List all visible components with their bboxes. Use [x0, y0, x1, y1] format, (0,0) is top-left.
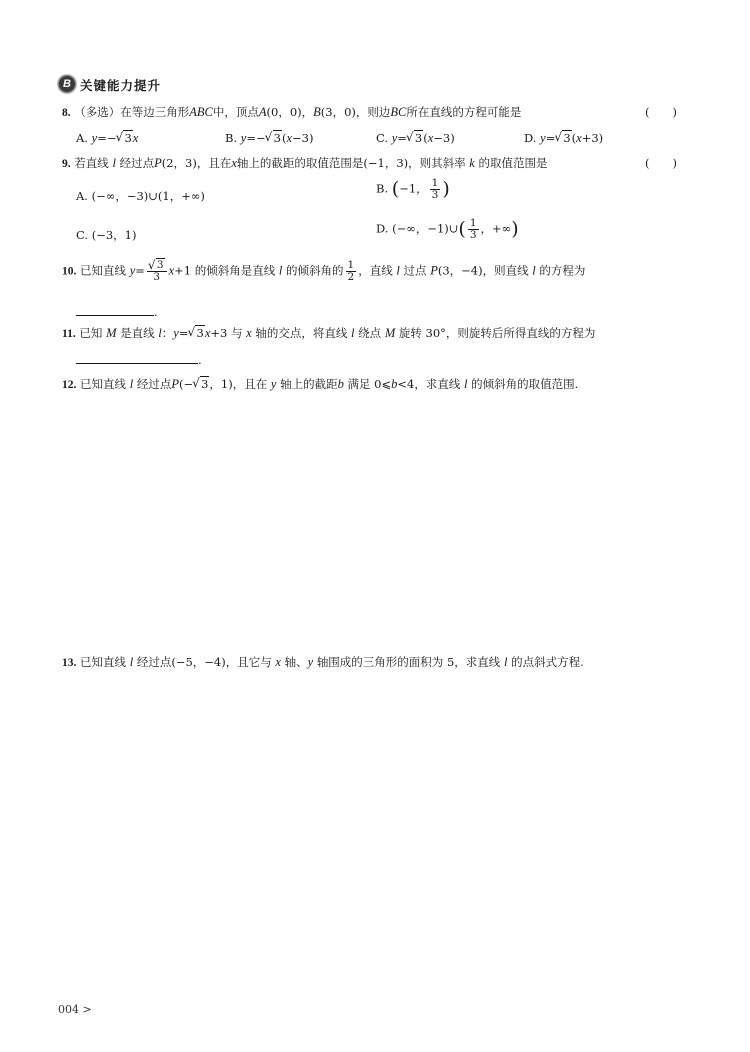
- question-8-option-c: C. y=√ 3(x−3): [376, 131, 455, 146]
- question-8-option-b: B. y=−√ 3(x−3): [225, 131, 313, 146]
- question-8-option-a: A. y=−√ 3x: [76, 131, 138, 146]
- question-8-answer-paren: ( ): [645, 105, 677, 119]
- question-9-option-a: A. (−∞，−3)∪(1，+∞): [76, 189, 205, 203]
- question-9-option-b: B. (−1， $\frac{1}{3}$ ): [376, 177, 450, 202]
- question-12-stem: 12. 已知直线 l 经过点P(−√ 3，1)，且在 y 轴上的截距b 满足 0⩽b<4，求直线 l 的倾斜角的取值范围.: [62, 376, 578, 392]
- page-number: 004 >: [58, 1003, 92, 1016]
- question-9-option-d: D. (−∞，−1)∪( $\frac{1}{3}$ ，+∞): [376, 217, 519, 242]
- question-11-answer-blank[interactable]: .: [76, 351, 202, 367]
- question-10-answer-blank[interactable]: .: [76, 303, 158, 319]
- question-11-stem: 11. 已知 M 是直线 l：y=√ 3x+3 与 x 轴的交点，将直线 l 绕点 M 旋转 30°，则旋转后所得直线的方程为: [62, 325, 595, 341]
- section-badge-icon: B: [58, 75, 76, 93]
- section-title: 关键能力提升: [80, 78, 162, 93]
- question-8-option-d: D. y=√ 3(x+3): [524, 131, 603, 146]
- question-9-stem: 9. 若直线 l 经过点P(2，3)，且在x轴上的截距的取值范围是(−1，3)，则其斜率 k 的取值范围是: [62, 156, 548, 170]
- question-10-stem: 10. 已知直线 y= √ $\frac{3}{3}$ x+1 的倾斜角是直线 l 的倾斜角的 $\frac{1}{2}$ ，直线 l 过点 P(3，−4)，则直线 l 的方程为: [62, 260, 585, 283]
- question-13-stem: 13. 已知直线 l 经过点(−5，−4)，且它与 x 轴、y 轴围成的三角形的面积为 5，求直线 l 的点斜式方程.: [62, 655, 584, 669]
- question-9-option-c: C. (−3，1): [76, 228, 137, 242]
- question-8-stem: 8. （多选）在等边三角形ABC中，顶点A(0，0)，B(3，0)，则边BC所在直线的方程可能是: [62, 105, 522, 119]
- question-9-answer-paren: ( ): [645, 156, 677, 170]
